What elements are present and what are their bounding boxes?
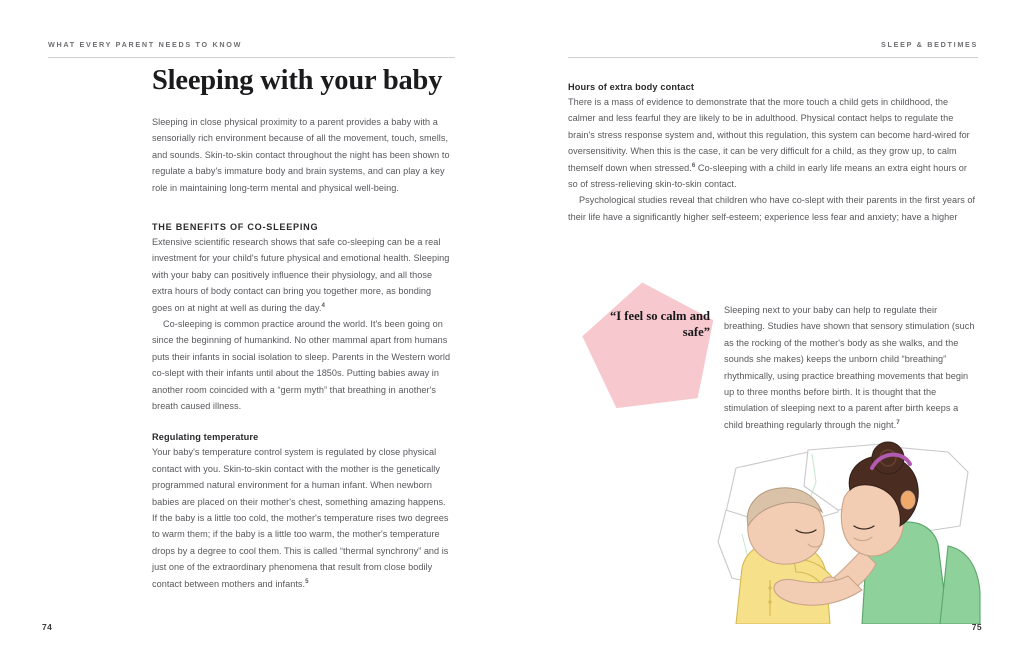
paragraph-text: There is a mass of evidence to demonstrate that the more touch a child gets in childhood, the calmer and less fearful they are likely to be in adulthood. Physical contact helps to regulate the brain's stress response system and, without this regulation, this system can become hard-wired for oversensitivity. When this is the case, it can be very difficult for a child, as they grow up, to calm themself down when stressed. [568, 97, 970, 173]
paragraph [152, 234, 452, 316]
mother-and-child-sleeping-illustration [712, 438, 988, 624]
feature-paragraph [724, 302, 978, 433]
subheading-regulating-temperature: Regulating temperature [152, 432, 259, 443]
header-rule-left [48, 57, 455, 58]
footnote-marker: 4 [321, 301, 325, 309]
paragraph-text: Extensive scientific research shows that safe co-sleeping can be a real investment for your child's future physical and emotional health. Sleeping with your baby can positively influence their physiology, and all those extra hours of body contact can bring you together more, as bonding goes on at night at well as during the day. [152, 236, 450, 313]
paragraph [152, 316, 452, 414]
paragraph [568, 192, 978, 225]
footnote-marker: 7 [896, 418, 900, 426]
pull-quote-shape [584, 282, 716, 410]
paragraph [152, 444, 452, 592]
header-rule-right [568, 57, 978, 58]
pentagon-icon [577, 274, 724, 417]
pull-quote-text: “I feel so calm and safe” [609, 309, 710, 339]
page-number-left: 74 [42, 622, 53, 632]
running-head-right: SLEEP & BEDTIMES [881, 40, 978, 49]
footnote-marker: 5 [305, 577, 309, 585]
paragraph-text: Psychological studies reveal that children who have co-slept with their parents in the first years of their life have a significantly higher self-esteem; experience less fear and anxiety; have a higher [568, 195, 976, 222]
page-title: Sleeping with your baby [152, 65, 443, 96]
feature-block [568, 278, 978, 428]
intro-paragraph: Sleeping in close physical proximity to a parent provides a baby with a sensorially rich environment because of all the movement, touch, smells, and sounds. Skin-to-skin contact throughout the night has been shown to regulate a baby's immature body and brain systems, and can play a key role in maintaining long-term mental and physical well-being. [152, 116, 450, 193]
subheading-benefits-of-co-sleeping: THE BENEFITS OF CO-SLEEPING [152, 221, 319, 232]
paragraph [568, 94, 978, 192]
right-page-column [568, 82, 978, 225]
left-page-column [152, 66, 452, 592]
subheading-hours-of-extra-body-contact: Hours of extra body contact [568, 82, 695, 92]
paragraph-text: Sleeping next to your baby can help to regulate their breathing. Studies have shown that sensory stimulation (such as the rocking of the mother's body as she walks, and the sounds she makes) keeps the unborn child “breathing” rhythmically, using practice breathing movements that begin up to three months before birth. It is thought that the stimulation of sleeping next to a parent after birth keeps a child breathing regularly through the night. [724, 305, 975, 430]
paragraph-text: Co-sleeping is common practice around the world. It's been going on since the beginning of humankind. No other mammal apart from humans puts their infants in social isolation to sleep. Parents in the Western world co-slept with their infants until about the 1850s. Putting babies away in another room coincided with a “germ myth” that breathing in another's breath caused illness. [152, 318, 451, 412]
paragraph-text: Your baby's temperature control system is regulated by close physical contact with you. Skin-to-skin contact with the mother is the genetically programmed natural environment for a human infant. When newborn babies are placed on their mother's chest, something amazing happens. If the baby is a little too cold, the mother's temperature rises two degrees to warm them; if the baby is a little too warm, the mother's temperature drops by a degree to cool them. This is called “thermal synchrony” and is just one of the extraordinary phenomena that result from close bodily contact between mothers and infants. [152, 447, 449, 589]
page-number-right: 75 [971, 622, 982, 632]
footnote-marker: 6 [691, 161, 696, 169]
illustration-svg [712, 438, 988, 624]
paragraph-text-continued: Co-sleeping with a child in early life means an extra eight hours or so of stress-relieving skin-to-skin contact. [568, 162, 967, 190]
running-head-left: WHAT EVERY PARENT NEEDS TO KNOW [48, 40, 243, 49]
